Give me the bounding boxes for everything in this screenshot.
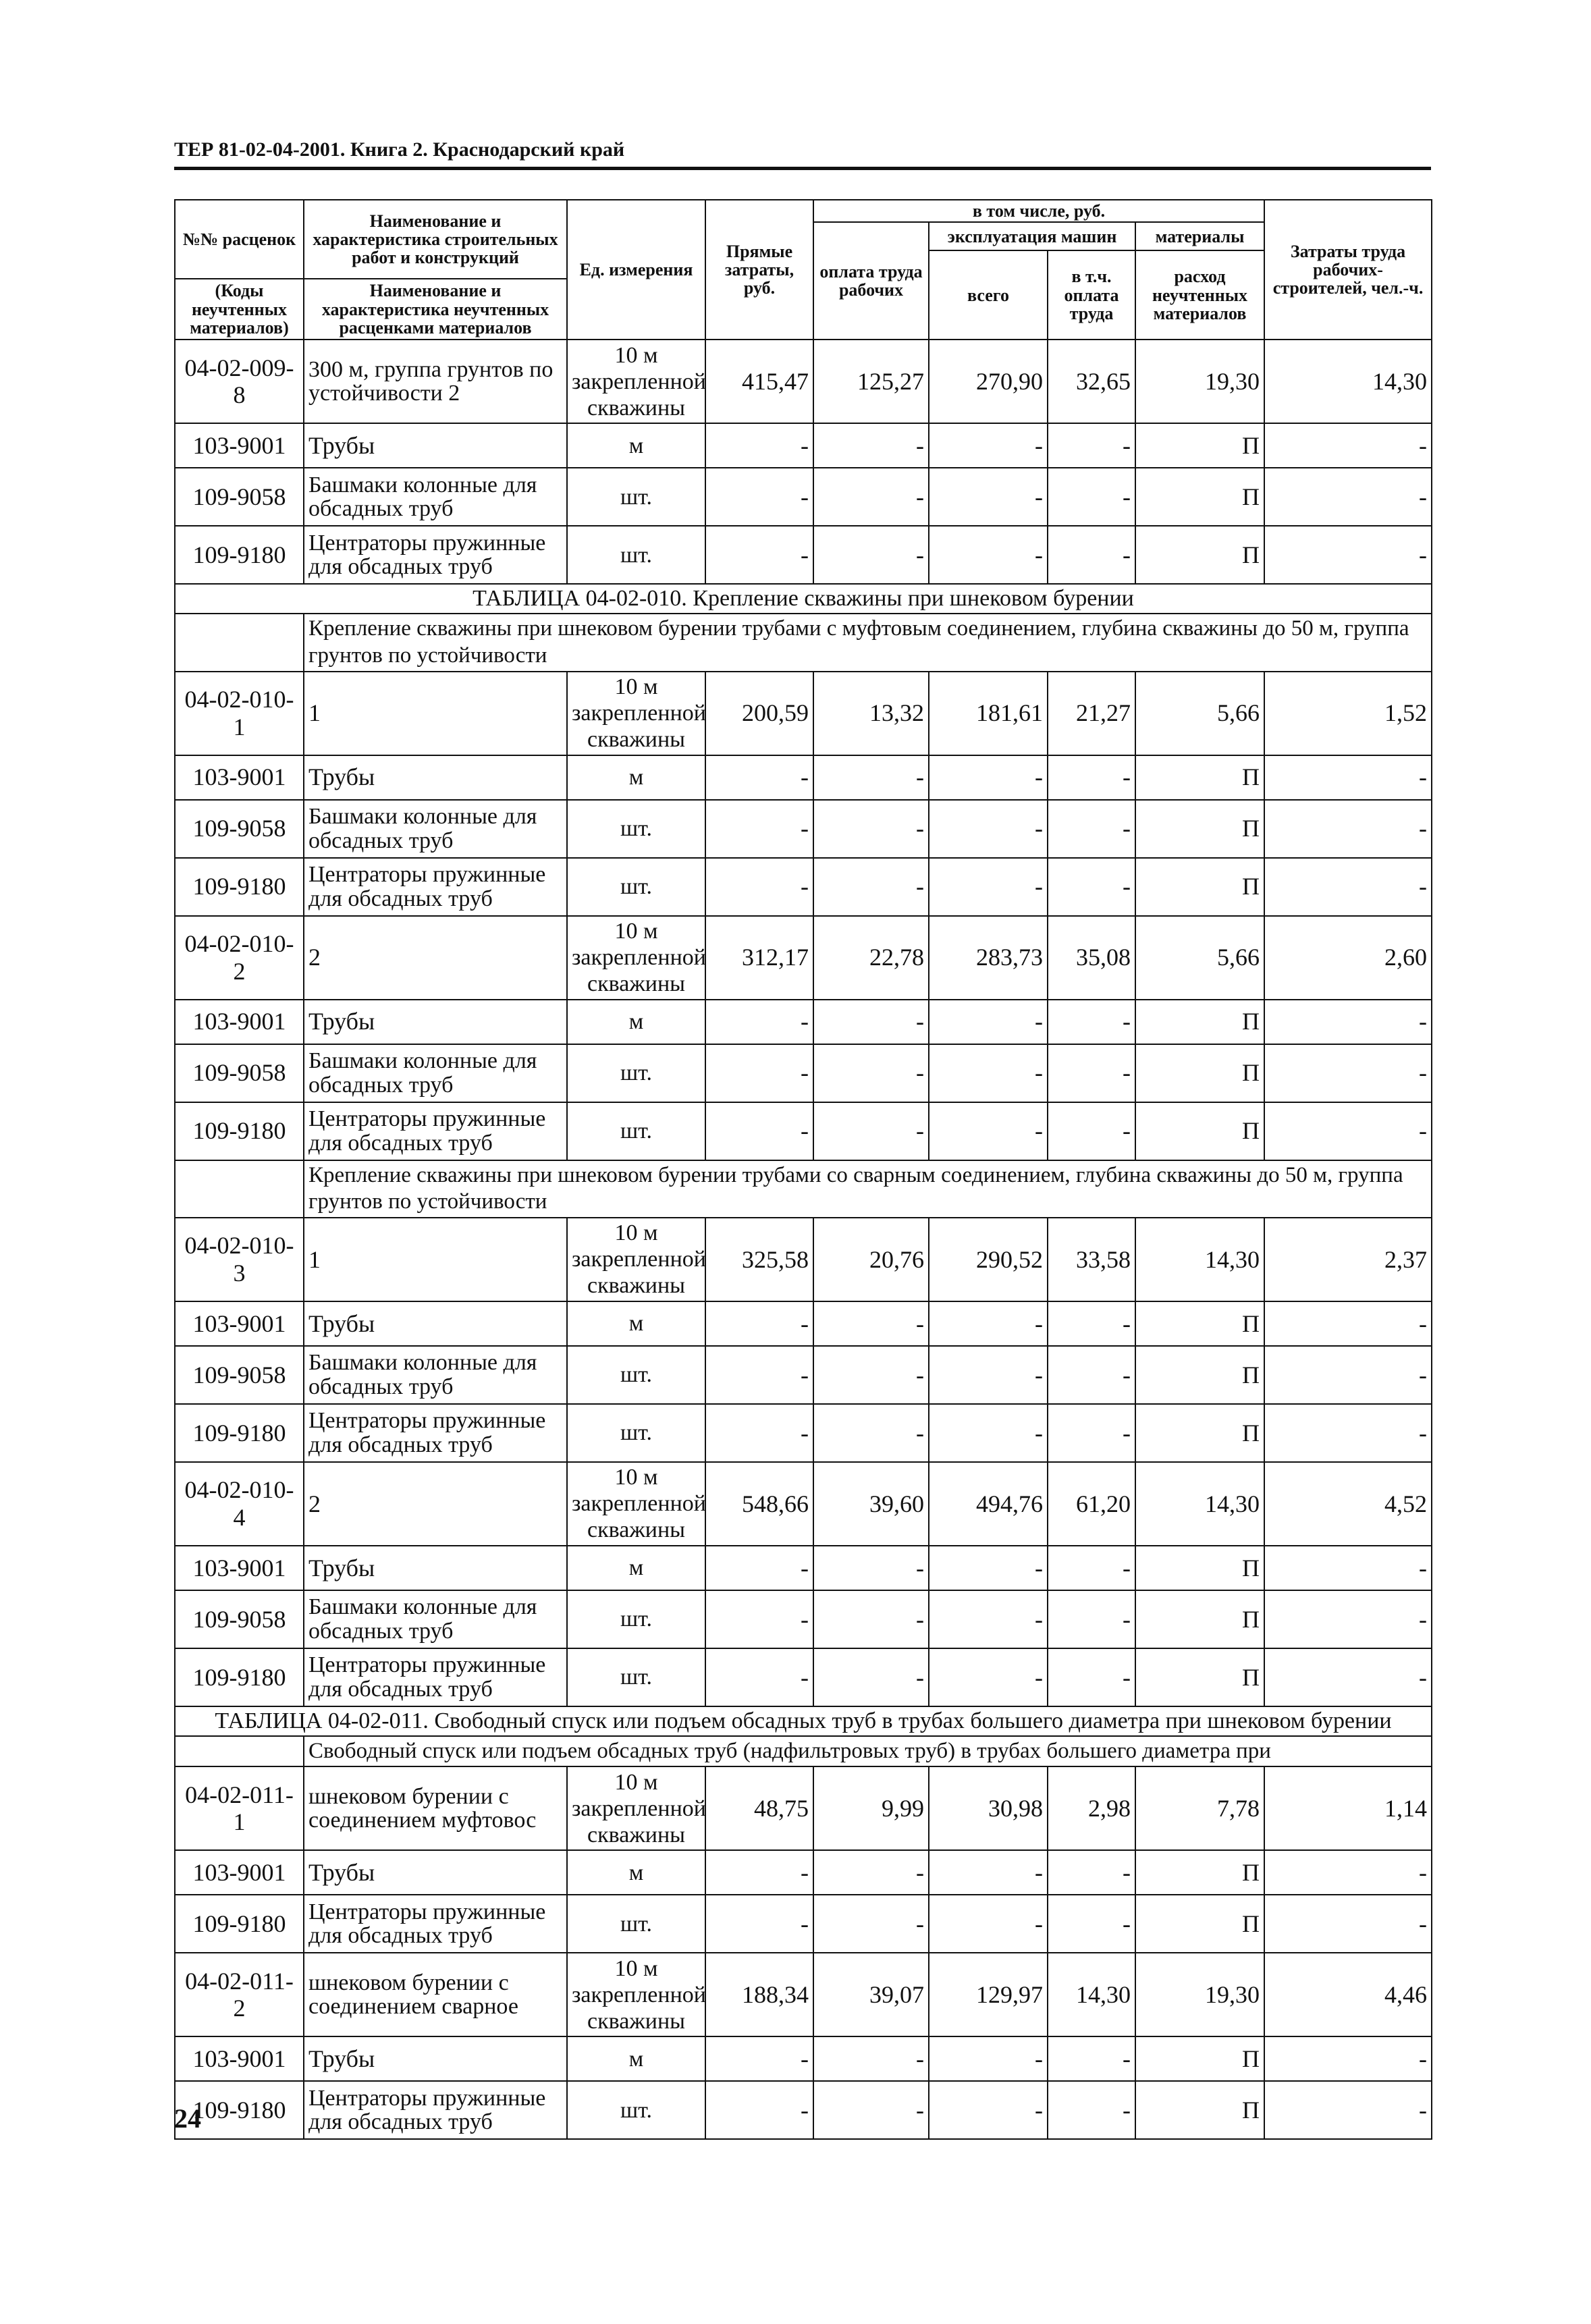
rate-row <box>175 1766 1432 1850</box>
machine-labor-cell: - <box>1048 2081 1135 2139</box>
rate-code: 04-02-010-1 <box>175 672 304 755</box>
material-name: Башмаки колонные для обсадных труб <box>304 1590 567 1648</box>
labor-pay-cell: 9,99 <box>813 1766 929 1850</box>
unit-cell: м <box>567 423 705 468</box>
machine-labor-cell: - <box>1048 1102 1135 1160</box>
header-code-bottom: (Коды неучтенных материалов) <box>175 279 304 340</box>
machine-total-cell: - <box>929 1546 1048 1590</box>
machine-total-cell: - <box>929 1346 1048 1404</box>
material-name: Трубы <box>304 1000 567 1044</box>
labor-pay-cell: 13,32 <box>813 672 929 755</box>
machine-total-cell: - <box>929 468 1048 526</box>
machine-total-cell: - <box>929 2081 1048 2139</box>
table-body <box>175 340 1432 2139</box>
machine-total-cell: - <box>929 2036 1048 2081</box>
labor-hours-cell: - <box>1264 755 1432 800</box>
labor-pay-cell: - <box>813 1301 929 1346</box>
machine-labor-cell: - <box>1048 1546 1135 1590</box>
materials-cell: П <box>1135 1301 1264 1346</box>
machine-total-cell: 494,76 <box>929 1462 1048 1546</box>
labor-hours-cell: - <box>1264 858 1432 916</box>
labor-hours-cell: 4,46 <box>1264 1953 1432 2036</box>
empty-cell <box>175 614 304 671</box>
materials-cell: П <box>1135 468 1264 526</box>
direct-costs-cell: - <box>705 2081 813 2139</box>
machine-labor-cell: 35,08 <box>1048 916 1135 1000</box>
unit-cell: шт. <box>567 1590 705 1648</box>
table-section-row <box>175 1706 1432 1736</box>
labor-pay-cell: - <box>813 468 929 526</box>
labor-hours-cell: - <box>1264 423 1432 468</box>
direct-costs-cell: - <box>705 1850 813 1895</box>
unit-cell: м <box>567 2036 705 2081</box>
labor-pay-cell: - <box>813 1648 929 1706</box>
unit-cell: м <box>567 1546 705 1590</box>
machine-total-cell: - <box>929 1850 1048 1895</box>
machine-labor-cell: 21,27 <box>1048 672 1135 755</box>
material-name: Трубы <box>304 1301 567 1346</box>
material-row <box>175 755 1432 800</box>
materials-cell: П <box>1135 800 1264 858</box>
material-row <box>175 1850 1432 1895</box>
materials-cell: 14,30 <box>1135 1218 1264 1301</box>
direct-costs-cell: - <box>705 858 813 916</box>
materials-cell: 5,66 <box>1135 916 1264 1000</box>
machine-labor-cell: - <box>1048 1346 1135 1404</box>
rate-code: 04-02-010-2 <box>175 916 304 1000</box>
machine-labor-cell: 61,20 <box>1048 1462 1135 1546</box>
material-name: Трубы <box>304 755 567 800</box>
machine-total-cell: - <box>929 1895 1048 1953</box>
subsection-title: Свободный спуск или подъем обсадных труб (надфильтровых труб) в трубах большего диаметра при <box>304 1736 1432 1767</box>
materials-cell: П <box>1135 1895 1264 1953</box>
materials-cell: П <box>1135 1102 1264 1160</box>
labor-hours-cell: - <box>1264 1000 1432 1044</box>
material-name: Башмаки колонные для обсадных труб <box>304 1044 567 1102</box>
machine-total-cell: - <box>929 858 1048 916</box>
direct-costs-cell: - <box>705 755 813 800</box>
labor-pay-cell: - <box>813 800 929 858</box>
machine-total-cell: - <box>929 1044 1048 1102</box>
labor-hours-cell: - <box>1264 800 1432 858</box>
material-row <box>175 1546 1432 1590</box>
material-code: 109-9058 <box>175 468 304 526</box>
direct-costs-cell: - <box>705 1404 813 1462</box>
material-code: 103-9001 <box>175 1301 304 1346</box>
labor-pay-cell: - <box>813 2036 929 2081</box>
labor-pay-cell: - <box>813 1102 929 1160</box>
labor-pay-cell: 39,07 <box>813 1953 929 2036</box>
machine-labor-cell: - <box>1048 526 1135 584</box>
header-direct-costs: Прямые затраты, руб. <box>705 200 813 340</box>
header-labor-hours: Затраты труда рабочих-строителей, чел.-ч. <box>1264 200 1432 340</box>
material-code: 103-9001 <box>175 1850 304 1895</box>
header-labor-pay: оплата труда рабочих <box>813 222 929 340</box>
header-materials: материалы <box>1135 222 1264 250</box>
machine-labor-cell: - <box>1048 2036 1135 2081</box>
table-header <box>175 200 1432 340</box>
rate-name: 1 <box>304 1218 567 1301</box>
rate-code: 04-02-011-1 <box>175 1766 304 1850</box>
direct-costs-cell: - <box>705 2036 813 2081</box>
material-code: 109-9180 <box>175 1895 304 1953</box>
labor-pay-cell: - <box>813 755 929 800</box>
material-row <box>175 1301 1432 1346</box>
direct-costs-cell: - <box>705 1301 813 1346</box>
material-name: Центраторы пружинные для обсадных труб <box>304 1895 567 1953</box>
material-row <box>175 2036 1432 2081</box>
machine-labor-cell: - <box>1048 1044 1135 1102</box>
labor-pay-cell: - <box>813 1895 929 1953</box>
material-code: 103-9001 <box>175 755 304 800</box>
rate-code: 04-02-009-8 <box>175 340 304 423</box>
unit-cell: шт. <box>567 800 705 858</box>
materials-cell: 7,78 <box>1135 1766 1264 1850</box>
rate-code: 04-02-010-3 <box>175 1218 304 1301</box>
rate-row <box>175 916 1432 1000</box>
unit-cell: 10 м закрепленной скважины <box>567 340 705 423</box>
direct-costs-cell: - <box>705 423 813 468</box>
labor-hours-cell: - <box>1264 1850 1432 1895</box>
unit-cell: 10 м закрепленной скважины <box>567 672 705 755</box>
machine-labor-cell: - <box>1048 1850 1135 1895</box>
header-machine: эксплуатация машин <box>929 222 1135 250</box>
material-name: Башмаки колонные для обсадных труб <box>304 800 567 858</box>
labor-hours-cell: 1,52 <box>1264 672 1432 755</box>
machine-labor-cell: 32,65 <box>1048 340 1135 423</box>
rate-row <box>175 1218 1432 1301</box>
machine-total-cell: 181,61 <box>929 672 1048 755</box>
materials-cell: П <box>1135 526 1264 584</box>
material-row <box>175 2081 1432 2139</box>
material-row <box>175 1346 1432 1404</box>
machine-labor-cell: - <box>1048 1000 1135 1044</box>
machine-total-cell: - <box>929 1301 1048 1346</box>
material-code: 109-9180 <box>175 1404 304 1462</box>
direct-costs-cell: - <box>705 1102 813 1160</box>
rate-row <box>175 340 1432 423</box>
header-including: в том числе, руб. <box>813 200 1264 222</box>
material-name: Центраторы пружинные для обсадных труб <box>304 1102 567 1160</box>
unit-cell: шт. <box>567 526 705 584</box>
machine-total-cell: - <box>929 1648 1048 1706</box>
material-name: Центраторы пружинные для обсадных труб <box>304 2081 567 2139</box>
header-rule <box>174 167 1431 170</box>
material-code: 109-9058 <box>175 1590 304 1648</box>
material-code: 109-9180 <box>175 1648 304 1706</box>
machine-total-cell: - <box>929 755 1048 800</box>
material-name: Башмаки колонные для обсадных труб <box>304 468 567 526</box>
machine-total-cell: 290,52 <box>929 1218 1048 1301</box>
direct-costs-cell: 325,58 <box>705 1218 813 1301</box>
material-row <box>175 1000 1432 1044</box>
unit-cell: шт. <box>567 1404 705 1462</box>
rate-name: 1 <box>304 672 567 755</box>
machine-labor-cell: - <box>1048 755 1135 800</box>
machine-labor-cell: - <box>1048 800 1135 858</box>
labor-pay-cell: - <box>813 423 929 468</box>
table-section-row <box>175 584 1432 614</box>
material-name: Центраторы пружинные для обсадных труб <box>304 1404 567 1462</box>
materials-cell: П <box>1135 1850 1264 1895</box>
direct-costs-cell: - <box>705 468 813 526</box>
labor-hours-cell: - <box>1264 1590 1432 1648</box>
material-row <box>175 800 1432 858</box>
material-row <box>175 468 1432 526</box>
direct-costs-cell: 415,47 <box>705 340 813 423</box>
unit-cell: м <box>567 755 705 800</box>
materials-cell: П <box>1135 2081 1264 2139</box>
subsection-title: Крепление скважины при шнековом бурении трубами со сварным соединением, глубина скважины до 50 м, группа грунтов по устойчивости <box>304 1160 1432 1218</box>
material-name: Башмаки колонные для обсадных труб <box>304 1346 567 1404</box>
material-code: 103-9001 <box>175 423 304 468</box>
materials-cell: П <box>1135 423 1264 468</box>
material-code: 103-9001 <box>175 1546 304 1590</box>
machine-total-cell: - <box>929 800 1048 858</box>
labor-pay-cell: - <box>813 1850 929 1895</box>
section-title: ТАБЛИЦА 04-02-011. Свободный спуск или подъем обсадных труб в трубах большего диаметра при шнековом бурении <box>175 1706 1432 1736</box>
labor-hours-cell: - <box>1264 1895 1432 1953</box>
machine-labor-cell: - <box>1048 858 1135 916</box>
material-row <box>175 1895 1432 1953</box>
machine-total-cell: 283,73 <box>929 916 1048 1000</box>
labor-pay-cell: - <box>813 1590 929 1648</box>
rates-table <box>174 199 1432 2140</box>
materials-cell: 19,30 <box>1135 340 1264 423</box>
unit-cell: м <box>567 1000 705 1044</box>
machine-labor-cell: - <box>1048 1648 1135 1706</box>
machine-total-cell: 129,97 <box>929 1953 1048 2036</box>
header-unit: Ед. измерения <box>567 200 705 340</box>
material-code: 109-9180 <box>175 858 304 916</box>
material-name: Трубы <box>304 2036 567 2081</box>
unit-cell: 10 м закрепленной скважины <box>567 1766 705 1850</box>
direct-costs-cell: - <box>705 526 813 584</box>
rate-row <box>175 672 1432 755</box>
labor-hours-cell: - <box>1264 1648 1432 1706</box>
machine-total-cell: 270,90 <box>929 340 1048 423</box>
labor-hours-cell: 2,37 <box>1264 1218 1432 1301</box>
labor-hours-cell: - <box>1264 468 1432 526</box>
subsection-title: Крепление скважины при шнековом бурении трубами с муфтовым соединением, глубина скважины до 50 м, группа грунтов по устойчивости <box>304 614 1432 671</box>
material-row <box>175 1404 1432 1462</box>
labor-pay-cell: - <box>813 1044 929 1102</box>
labor-pay-cell: - <box>813 526 929 584</box>
direct-costs-cell: - <box>705 1346 813 1404</box>
materials-cell: П <box>1135 1404 1264 1462</box>
unit-cell: шт. <box>567 2081 705 2139</box>
material-name: Центраторы пружинные для обсадных труб <box>304 1648 567 1706</box>
material-code: 109-9180 <box>175 1102 304 1160</box>
subsection-row <box>175 1160 1432 1218</box>
labor-hours-cell: - <box>1264 1346 1432 1404</box>
material-code: 103-9001 <box>175 1000 304 1044</box>
labor-pay-cell: 22,78 <box>813 916 929 1000</box>
materials-cell: 14,30 <box>1135 1462 1264 1546</box>
materials-cell: П <box>1135 2036 1264 2081</box>
direct-costs-cell: - <box>705 800 813 858</box>
materials-cell: 19,30 <box>1135 1953 1264 2036</box>
machine-labor-cell: - <box>1048 1301 1135 1346</box>
unit-cell: м <box>567 1301 705 1346</box>
machine-total-cell: - <box>929 526 1048 584</box>
direct-costs-cell: - <box>705 1590 813 1648</box>
materials-cell: П <box>1135 1044 1264 1102</box>
material-code: 109-9058 <box>175 800 304 858</box>
labor-hours-cell: - <box>1264 1404 1432 1462</box>
material-code: 109-9058 <box>175 1044 304 1102</box>
machine-labor-cell: 14,30 <box>1048 1953 1135 2036</box>
material-name: Трубы <box>304 1850 567 1895</box>
rate-code: 04-02-010-4 <box>175 1462 304 1546</box>
materials-cell: П <box>1135 1346 1264 1404</box>
machine-total-cell: - <box>929 1404 1048 1462</box>
subsection-row <box>175 614 1432 671</box>
material-row <box>175 1102 1432 1160</box>
labor-hours-cell: - <box>1264 2081 1432 2139</box>
running-header: ТЕР 81-02-04-2001. Книга 2. Краснодарский край <box>174 138 625 161</box>
labor-pay-cell: - <box>813 858 929 916</box>
material-name: Трубы <box>304 1546 567 1590</box>
machine-total-cell: - <box>929 1102 1048 1160</box>
machine-labor-cell: 2,98 <box>1048 1766 1135 1850</box>
machine-labor-cell: 33,58 <box>1048 1218 1135 1301</box>
machine-total-cell: - <box>929 1590 1048 1648</box>
subsection-row <box>175 1736 1432 1767</box>
unit-cell: шт. <box>567 1648 705 1706</box>
machine-labor-cell: - <box>1048 468 1135 526</box>
unit-cell: 10 м закрепленной скважины <box>567 916 705 1000</box>
page-number: 24 <box>174 2103 201 2134</box>
labor-hours-cell: - <box>1264 526 1432 584</box>
labor-hours-cell: 4,52 <box>1264 1462 1432 1546</box>
unit-cell: 10 м закрепленной скважины <box>567 1953 705 2036</box>
materials-cell: П <box>1135 755 1264 800</box>
direct-costs-cell: - <box>705 1895 813 1953</box>
rate-code: 04-02-011-2 <box>175 1953 304 2036</box>
material-code: 109-9180 <box>175 2081 304 2139</box>
unit-cell: 10 м закрепленной скважины <box>567 1218 705 1301</box>
material-code: 109-9058 <box>175 1346 304 1404</box>
machine-labor-cell: - <box>1048 1590 1135 1648</box>
labor-pay-cell: - <box>813 1000 929 1044</box>
header-name-top: Наименование и характеристика строительных работ и конструкций <box>304 200 567 279</box>
labor-hours-cell: - <box>1264 2036 1432 2081</box>
section-title: ТАБЛИЦА 04-02-010. Крепление скважины при шнековом бурении <box>175 584 1432 614</box>
material-row <box>175 1044 1432 1102</box>
materials-cell: П <box>1135 1648 1264 1706</box>
material-row <box>175 1648 1432 1706</box>
direct-costs-cell: 312,17 <box>705 916 813 1000</box>
rate-name: 2 <box>304 1462 567 1546</box>
direct-costs-cell: 48,75 <box>705 1766 813 1850</box>
unit-cell: шт. <box>567 1895 705 1953</box>
empty-cell <box>175 1736 304 1767</box>
unit-cell: шт. <box>567 468 705 526</box>
direct-costs-cell: 188,34 <box>705 1953 813 2036</box>
materials-cell: 5,66 <box>1135 672 1264 755</box>
empty-cell <box>175 1160 304 1218</box>
machine-total-cell: 30,98 <box>929 1766 1048 1850</box>
labor-hours-cell: - <box>1264 1102 1432 1160</box>
materials-cell: П <box>1135 1546 1264 1590</box>
rate-name: 300 м, группа грунтов по устойчивости 2 <box>304 340 567 423</box>
labor-hours-cell: - <box>1264 1546 1432 1590</box>
unit-cell: шт. <box>567 858 705 916</box>
material-row <box>175 526 1432 584</box>
machine-total-cell: - <box>929 1000 1048 1044</box>
material-row <box>175 1590 1432 1648</box>
rate-name: 2 <box>304 916 567 1000</box>
header-machine-total: всего <box>929 250 1048 340</box>
material-code: 109-9180 <box>175 526 304 584</box>
material-code: 103-9001 <box>175 2036 304 2081</box>
labor-hours-cell: 14,30 <box>1264 340 1432 423</box>
labor-hours-cell: 2,60 <box>1264 916 1432 1000</box>
unit-cell: шт. <box>567 1346 705 1404</box>
labor-pay-cell: - <box>813 1346 929 1404</box>
direct-costs-cell: 200,59 <box>705 672 813 755</box>
header-code-top: №№ расценок <box>175 200 304 279</box>
header-materials-unaccounted: расход неучтенных материалов <box>1135 250 1264 340</box>
labor-pay-cell: - <box>813 2081 929 2139</box>
materials-cell: П <box>1135 858 1264 916</box>
rate-name: шнековом бурении с соединением муфтовос <box>304 1766 567 1850</box>
material-name: Трубы <box>304 423 567 468</box>
labor-pay-cell: 39,60 <box>813 1462 929 1546</box>
header-name-bottom: Наименование и характеристика неучтенных расценками материалов <box>304 279 567 340</box>
unit-cell: м <box>567 1850 705 1895</box>
direct-costs-cell: 548,66 <box>705 1462 813 1546</box>
direct-costs-cell: - <box>705 1044 813 1102</box>
materials-cell: П <box>1135 1000 1264 1044</box>
header-machine-labor: в т.ч. оплата труда <box>1048 250 1135 340</box>
labor-hours-cell: 1,14 <box>1264 1766 1432 1850</box>
labor-pay-cell: - <box>813 1546 929 1590</box>
labor-hours-cell: - <box>1264 1301 1432 1346</box>
machine-total-cell: - <box>929 423 1048 468</box>
labor-pay-cell: 20,76 <box>813 1218 929 1301</box>
labor-pay-cell: - <box>813 1404 929 1462</box>
unit-cell: шт. <box>567 1044 705 1102</box>
machine-labor-cell: - <box>1048 1895 1135 1953</box>
labor-hours-cell: - <box>1264 1044 1432 1102</box>
material-name: Центраторы пружинные для обсадных труб <box>304 526 567 584</box>
rate-row <box>175 1462 1432 1546</box>
material-row <box>175 858 1432 916</box>
rate-name: шнековом бурении с соединением сварное <box>304 1953 567 2036</box>
unit-cell: шт. <box>567 1102 705 1160</box>
material-name: Центраторы пружинные для обсадных труб <box>304 858 567 916</box>
labor-pay-cell: 125,27 <box>813 340 929 423</box>
direct-costs-cell: - <box>705 1648 813 1706</box>
machine-labor-cell: - <box>1048 1404 1135 1462</box>
materials-cell: П <box>1135 1590 1264 1648</box>
unit-cell: 10 м закрепленной скважины <box>567 1462 705 1546</box>
material-row <box>175 423 1432 468</box>
direct-costs-cell: - <box>705 1546 813 1590</box>
rate-row <box>175 1953 1432 2036</box>
machine-labor-cell: - <box>1048 423 1135 468</box>
direct-costs-cell: - <box>705 1000 813 1044</box>
